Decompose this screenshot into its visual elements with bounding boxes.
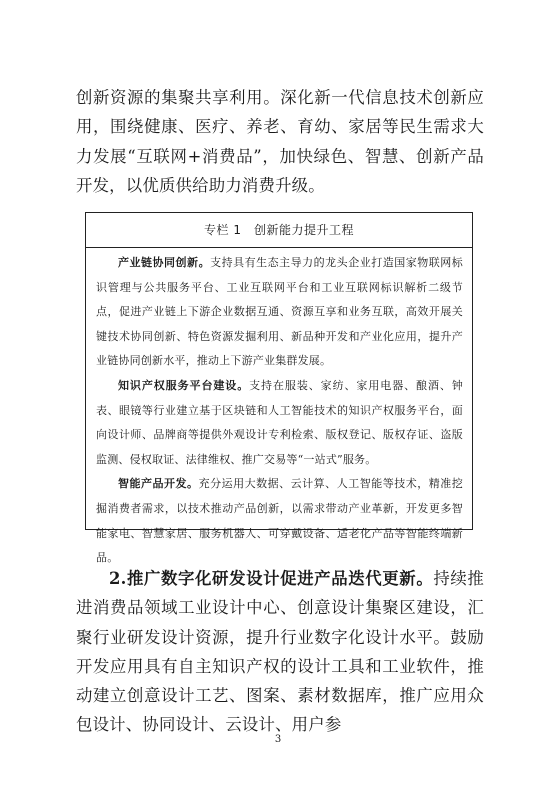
box-item-text: 支持在服装、家纺、家用电器、酿酒、钟表、眼镜等行业建立基于区块链和人工智能技术的知识产权服务平台，面向设计师、品牌商等提供外观设计专利检索、版权登记、版权存证、盗版监测、侵权取证、法律维权、推广交易等“一站式”服务。 [96, 378, 463, 466]
column-box-title: 专栏 1 创新能力提升工程 [86, 213, 472, 248]
box-item-supply-chain [96, 251, 463, 374]
box-item-heading: 智能产品开发。 [118, 477, 199, 491]
box-item-ip-platform [96, 374, 463, 472]
page-number: 3 [274, 734, 282, 745]
box-item-text: 支持具有生态主导力的龙头企业打造国家物联网标识管理与公共服务平台、工业互联网平台和工业互联网标识解析二级节点，促进产业链上下游企业数据互通、资源互享和业务互联，高效开展关键技术协同创新、特色资源发掘利用、新品种开发和产业化应用，提升产业链协同创新水平，推动上下游产业集群发展。 [96, 256, 463, 368]
column-box [85, 212, 473, 565]
top-paragraph: 创新资源的集聚共享利用。深化新一代信息技术创新应用，围绕健康、医疗、养老、育幼、家居等民生需求大力发展“互联网+消费品”，加快绿色、智慧、创新产品开发，以优质供给助力消费升级。 [76, 88, 484, 195]
box-item-heading: 产业链协同创新。 [118, 256, 211, 269]
box-item-heading: 知识产权服务平台建设。 [118, 378, 250, 392]
bottom-paragraph [76, 564, 484, 740]
section-heading: 2.推广数字化研发设计促进产品迭代更新。 [109, 569, 434, 588]
box-item-text: 充分运用大数据、云计算、人工智能等技术，精准挖掘消费者需求，以技术推动产品创新，以需求带动产业革新，开发更多智能家电、智慧家居、服务机器人、可穿戴设备、适老化产品等智能终端新品。 [96, 477, 463, 565]
column-box-body [86, 248, 472, 571]
section-body-text: 持续推进消费品领域工业设计中心、创意设计集聚区建设，汇聚行业研发设计资源，提升行业数字化设计水平。鼓励开发应用具有自主知识产权的设计工具和工业软件，推动建立创意设计工艺、图案、素材数据库，推广应用众包设计、协同设计、云设计、用户参 [76, 569, 484, 735]
box-item-smart-products [96, 472, 463, 570]
